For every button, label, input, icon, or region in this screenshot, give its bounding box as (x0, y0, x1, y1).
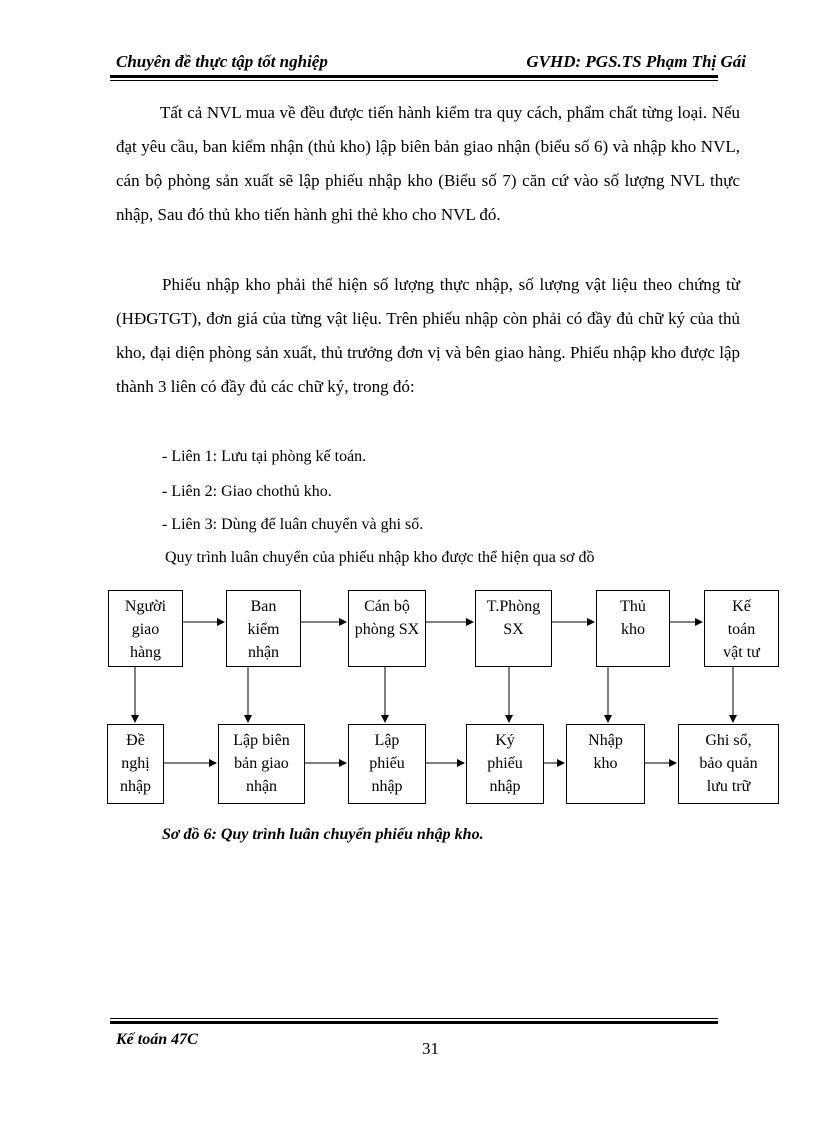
list-item: - Liên 2: Giao chothủ kho. (162, 483, 332, 500)
page-number: 31 (422, 1039, 439, 1058)
box-de-nghi-nhap: Đề nghị nhập (107, 724, 164, 804)
paragraph-1: Tất cả NVL mua về đều được tiến hành kiểm tra quy cách, phẩm chất từng loại. Nếu đạt yêu cầu, ban kiểm nhận (thủ kho) lập biên bản giao nhận (biểu số 6) và nhập kho NVL, cán bộ phòng sản xuất sẽ lập phiếu nhập kho (Biểu số 7) căn cứ vào số lượng NVL thực nhập, Sau đó thủ kho tiến hành ghi thẻ kho cho NVL đó. (116, 103, 740, 224)
box-ke-toan-vat-tu: Kế toán vật tư (704, 590, 779, 667)
box-ghi-so: Ghi sổ, bảo quản lưu trữ (678, 724, 779, 804)
box-ky-phieu-nhap: Ký phiếu nhập (466, 724, 544, 804)
list-item: - Liên 1: Lưu tại phòng kế toán. (162, 448, 367, 465)
footer-left: Kế toán 47C (116, 1031, 198, 1048)
box-thu-kho: Thủ kho (596, 590, 670, 667)
header-left: Chuyên đề thực tập tốt nghiệp (116, 52, 328, 71)
box-nhap-kho: Nhập kho (566, 724, 645, 804)
footer-rule (110, 1021, 718, 1024)
box-lap-phieu-nhap: Lập phiếu nhập (348, 724, 426, 804)
footer-rule-thin (110, 1018, 718, 1019)
list-item: - Liên 3: Dùng để luân chuyển và ghi sổ. (162, 516, 424, 533)
header-right: GVHD: PGS.TS Phạm Thị Gái (526, 52, 746, 71)
box-lap-bien-ban: Lập biên bản giao nhận (218, 724, 305, 804)
box-can-bo-phong-sx: Cán bộ phòng SX (348, 590, 426, 667)
box-t-phong-sx: T.Phòng SX (475, 590, 552, 667)
diagram-caption: Sơ đồ 6: Quy trình luân chuyển phiếu nhập kho. (162, 826, 484, 843)
box-ban-kiem-nhan: Ban kiểm nhận (226, 590, 301, 667)
paragraph-2: Phiếu nhập kho phải thể hiện số lượng thực nhập, số lượng vật liệu theo chứng từ (HĐGTGT), đơn giá của từng vật liệu. Trên phiếu nhập còn phải có đầy đủ chữ ký của thủ kho, đại diện phòng sản xuất, thủ trưởng đơn vị và bên giao hàng. Phiếu nhập kho được lập thành 3 liên có đầy đủ các chữ ký, trong đó: (116, 275, 740, 396)
box-nguoi-giao-hang: Người giao hàng (108, 590, 183, 667)
diagram-intro: Quy trình luân chuyển của phiếu nhập kho được thể hiện qua sơ đồ (165, 549, 595, 566)
